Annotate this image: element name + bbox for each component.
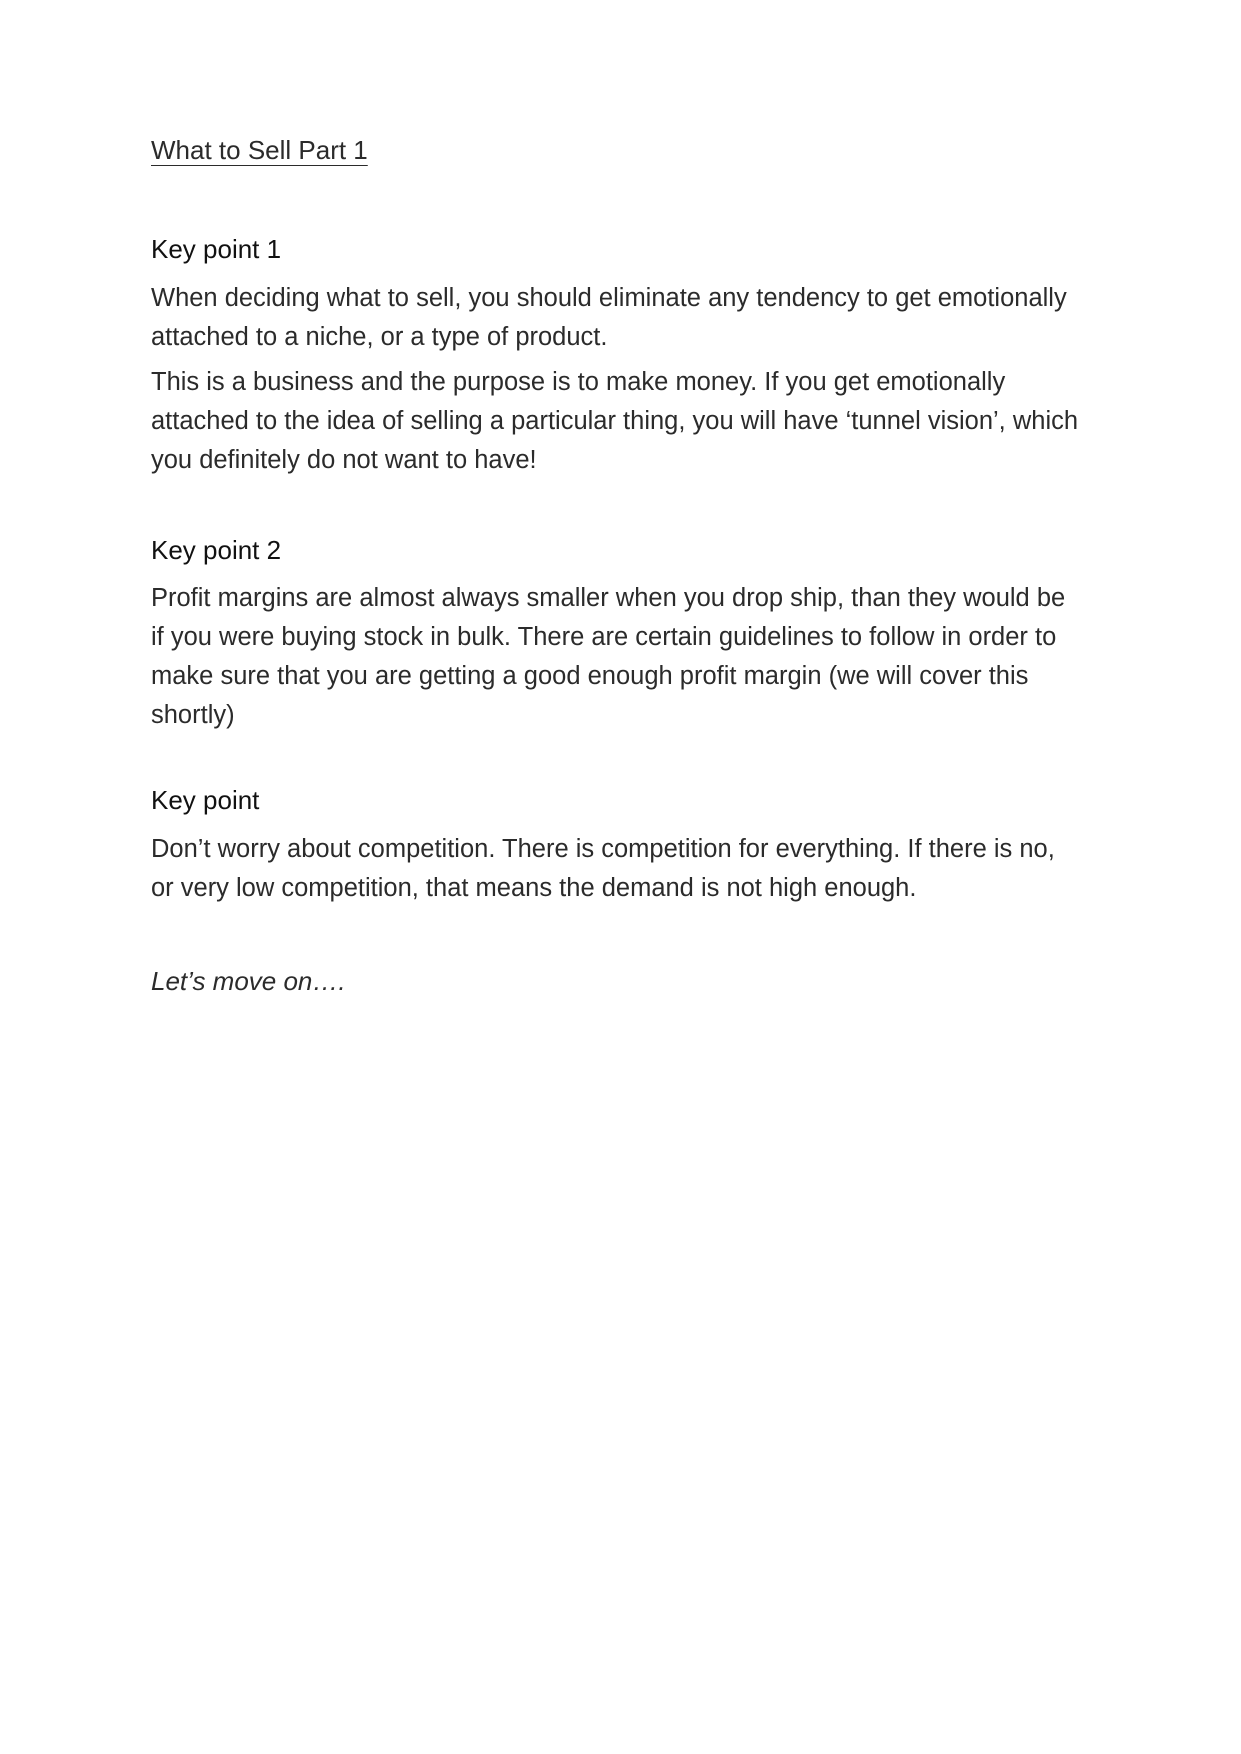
- section-heading-key-point: Key point: [151, 785, 260, 815]
- closing-line: Let’s move on….: [151, 966, 346, 996]
- section-3-paragraph-1: Don’t worry about competition. There is competition for everything. If there is no, or very low competition, that means the demand is not high enough.: [151, 835, 1055, 902]
- document-title: What to Sell Part 1: [151, 135, 368, 165]
- section-2-paragraph-1: Profit margins are almost always smaller when you drop ship, than they would be if you were buying stock in bulk. There are certain guidelines to follow in order to make sure that you are getting a good enough profit margin (we will cover this shortly): [151, 584, 1066, 729]
- section-1-paragraph-2: This is a business and the purpose is to make money. If you get emotionally attached to the idea of selling a particular thing, you will have ‘tunnel vision’, which you definitely do not want to have!: [151, 368, 1079, 474]
- section-1-paragraph-1: When deciding what to sell, you should eliminate any tendency to get emotionally attached to a niche, or a type of product.: [151, 284, 1067, 351]
- section-heading-key-point-2: Key point 2: [151, 535, 282, 565]
- section-heading-key-point-1: Key point 1: [151, 234, 282, 264]
